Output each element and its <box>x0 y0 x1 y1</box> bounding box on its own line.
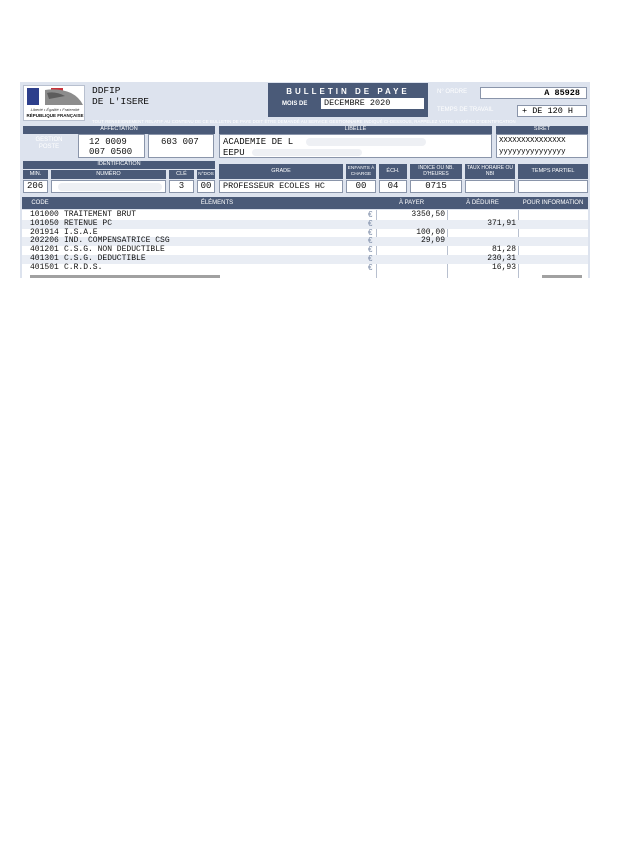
temps-label: TEMPS DE TRAVAIL <box>437 107 494 113</box>
libelle-line2: EEPU <box>223 148 245 158</box>
col-payer-header: À PAYER <box>398 199 425 206</box>
mois-value: DECEMBRE 2020 <box>321 98 424 109</box>
marianne-motto: Liberté • Égalité • Fraternité <box>30 107 80 112</box>
affectation-header: AFFECTATION <box>23 126 215 134</box>
row-label: TRAITEMENT BRUT <box>64 210 137 219</box>
gestion-line2: 007 0500 <box>89 147 133 157</box>
indice-label: INDICE OU NB. D'HEURES <box>410 164 462 179</box>
libelle-line1: ACADEMIE DE L <box>223 137 294 147</box>
row-info <box>520 211 586 220</box>
redacted-block <box>306 138 426 146</box>
mois-label: MOIS DE <box>282 101 308 107</box>
siret-header: SIRET <box>496 126 588 134</box>
siret-line2: yyyyyyyyyyyyyyy <box>499 148 566 156</box>
col-elements-header: ÉLÉMENTS <box>200 199 234 206</box>
notice-text: TOUT RENSEIGNEMENT RELATIF AU CONTENU DE CE BULLETIN DE PAYE DOIT ÊTRE DEMANDÉ AU SERVICE GESTIONNAIRE INDIQUÉ CI-DESSOUS, RAPPELEZ VOTRE NUMÉRO D'IDENTIFICATION <box>92 119 516 124</box>
row-code: 202206 <box>30 236 59 246</box>
ech-value: 04 <box>379 180 407 193</box>
gestion-label: GESTION POSTE <box>35 137 63 151</box>
row-code: 201914 <box>30 227 59 237</box>
grade-value: PROFESSEUR ECOLES HC <box>219 180 343 193</box>
row-deduire: 81,28 <box>491 245 516 255</box>
table-row <box>22 220 588 229</box>
row-deduire: 230,31 <box>487 254 516 263</box>
row-info <box>520 229 586 238</box>
row-payer: 100,00 <box>416 227 445 237</box>
row-label: RETENUE PC <box>64 218 113 228</box>
row-code: 101000 <box>30 210 59 219</box>
libelle-field <box>219 134 492 158</box>
ordre-value: A 85928 <box>480 87 587 99</box>
ndos-value: 00 <box>197 180 215 193</box>
temps-partiel-label: TEMPS PARTIEL <box>518 164 588 179</box>
euro-symbol: € <box>368 245 373 255</box>
enfants-label: ENFANTS À CHARGE <box>346 164 376 179</box>
row-info <box>520 237 586 246</box>
min-value: 206 <box>23 180 48 193</box>
euro-symbol: € <box>368 227 373 237</box>
row-payer: 3350,50 <box>411 210 445 219</box>
table-header <box>22 197 588 209</box>
euro-symbol: € <box>368 218 373 228</box>
table-row <box>22 264 588 273</box>
enfants-value: 00 <box>346 180 376 193</box>
marianne-icon <box>25 87 85 107</box>
siret-field <box>496 134 588 158</box>
euro-symbol: € <box>368 262 373 272</box>
temps-value: + DE 120 H <box>517 105 587 117</box>
siret-line1: XXXXXXXXXXXXXXX <box>499 137 566 145</box>
min-label: MIN. <box>23 170 48 179</box>
cle-value: 3 <box>169 180 194 193</box>
col-code-header: CODE <box>31 199 49 206</box>
row-label: C.R.D.S. <box>64 262 103 272</box>
row-payer: 29,09 <box>420 236 445 246</box>
libelle-header: LIBELLÉ <box>219 126 492 134</box>
taux-value <box>465 180 515 193</box>
republic-label: RÉPUBLIQUE FRANÇAISE <box>26 113 84 118</box>
row-deduire <box>449 229 516 238</box>
row-payer <box>378 246 445 255</box>
row-label: IND. COMPENSATRICE CSG <box>64 236 170 246</box>
col-deduire-header: À DÉDUIRE <box>466 199 499 206</box>
row-info <box>520 220 586 229</box>
poste-value: 603 007 <box>161 137 199 147</box>
partial-row-ink <box>30 275 220 278</box>
row-code: 401201 <box>30 245 59 255</box>
partial-row <box>22 274 588 278</box>
ndos-label: N°DOS <box>197 170 215 179</box>
redacted-block <box>252 149 362 156</box>
gestion-field <box>78 134 145 158</box>
row-code: 401301 <box>30 254 59 263</box>
row-label: I.S.A.E <box>64 227 98 237</box>
row-payer <box>378 264 445 273</box>
euro-symbol: € <box>368 210 373 219</box>
row-payer <box>378 255 445 264</box>
org-name-line1: DDFIP <box>92 85 121 96</box>
bulletin-title-block <box>268 83 428 117</box>
row-code: 401501 <box>30 262 59 272</box>
org-name-line2: DE L'ISERE <box>92 96 150 107</box>
gestion-line1: 12 0009 <box>89 137 127 147</box>
redacted-block <box>58 183 162 191</box>
taux-label: TAUX HORAIRE OU NBI <box>465 164 515 179</box>
row-code: 101050 <box>30 218 59 228</box>
numero-value <box>51 180 166 193</box>
row-label: C.S.G. NON DEDUCTIBLE <box>64 245 165 255</box>
identification-header: IDENTIFICATION <box>23 161 215 169</box>
col-info-header: POUR INFORMATION <box>522 199 584 206</box>
page-title: BULLETIN DE PAYE <box>286 87 410 96</box>
row-deduire: 371,91 <box>487 218 516 228</box>
partial-row-ink <box>542 275 582 278</box>
indice-value: 0715 <box>410 180 462 193</box>
row-deduire: 16,93 <box>491 262 516 272</box>
cle-label: CLÉ <box>169 170 194 179</box>
poste-field <box>148 134 214 158</box>
row-info <box>520 264 586 273</box>
row-info <box>520 246 586 255</box>
row-label: C.S.G. DEDUCTIBLE <box>64 254 146 263</box>
euro-symbol: € <box>368 236 373 246</box>
row-info <box>520 255 586 264</box>
ech-label: ÉCH. <box>379 164 407 179</box>
euro-symbol: € <box>368 254 373 263</box>
numero-label: NUMÉRO <box>51 170 166 179</box>
temps-partiel-value <box>518 180 588 193</box>
ordre-label: N° ORDRE <box>437 89 468 95</box>
marianne-logo <box>23 85 85 121</box>
grade-label: GRADE <box>219 164 343 179</box>
